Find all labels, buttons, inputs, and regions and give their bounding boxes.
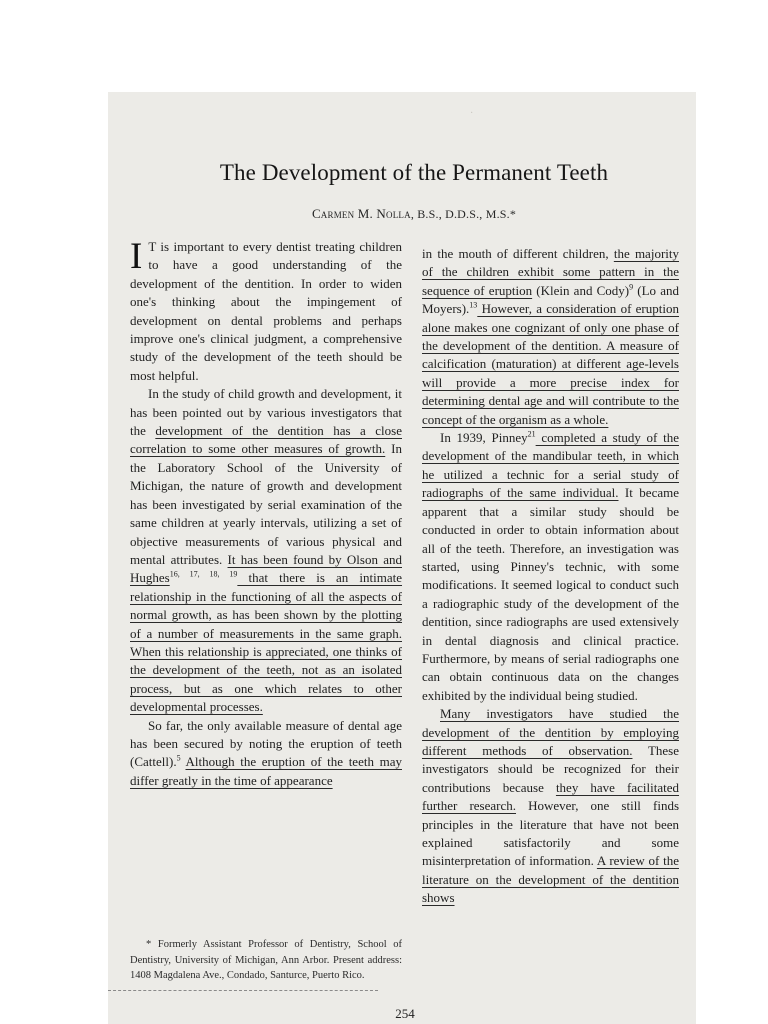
footnote (130, 937, 402, 984)
drop-cap: I (130, 236, 143, 277)
reference-marker: 21 (527, 429, 536, 439)
underlined-text: completed a study of the development of the mandibular teeth, in which he utilized a technic for a serial study of radiographs of the same individual. (422, 430, 679, 501)
reference-marker: 9 (629, 282, 634, 292)
paragraph-text: (Lo and Moyers). (422, 282, 679, 317)
underlined-text: It has been found by Olson and Hughes (130, 551, 402, 586)
paragraph-text: in the mouth of different children, (422, 246, 614, 261)
paragraph-text: In the Laboratory School of the University of Michigan, the nature of growth and development has been investigated by serial examination of the same children at yearly intervals, utilizing a set of objective measurements of various physical and mental attributes. (130, 441, 402, 567)
paragraph-text: (Klein and Cody) (532, 282, 630, 298)
paragraph-text: It became apparent that a similar study should be conducted in order to obtain information about all of the teeth. Therefore, an investigation was started, using Pinney's technic, with some modifications. It seemed logical to conduct such a radiographic study of the development of the dentition, since radiographs are used extensively in dental diagnosis and clinical practice. Furthermore, by means of serial radiographs one can obtain continuous data on the changes exhibited by the individual being studied. (422, 485, 679, 703)
left-column (130, 238, 402, 790)
author-degrees: , B.S., D.D.S., M.S.* (410, 207, 517, 221)
paragraph-pinney (422, 429, 679, 705)
underlined-text: development of the dentition has a close correlation to some other measures of growth. (130, 423, 402, 457)
paragraph-text: So far, the only available measure of dental age has been secured by noting the eruption of teeth (Cattell). (130, 717, 402, 770)
reference-marker: 13 (469, 300, 478, 310)
scan-mark-line (108, 990, 378, 991)
underlined-text: the majority of the children exhibit some pattern in the sequence of eruption (422, 246, 679, 298)
page-number: 254 (395, 1006, 415, 1021)
underlined-text: Many investigators have studied the development of the dentition by employing different methods of observation. (422, 706, 679, 758)
underlined-text: Although the eruption of the teeth may differ greatly in the time of appearance (130, 754, 402, 788)
underlined-text: they have facilitated further research. (422, 779, 680, 814)
paragraph-text: In the study of child growth and development, it has been pointed out by various investigators that the (130, 386, 402, 439)
paragraph-text: In 1939, Pinney (440, 430, 528, 446)
reference-marker: 5 (176, 754, 181, 764)
underlined-text: However, a consideration of eruption alone makes one cognizant of only one phase of the development of the dentition. A measure of calcification (maturation) at different age-levels will provide a more precise index for determining dental age and will contribute to the concept of the organism as a whole. (422, 301, 679, 427)
paragraph-eruption (422, 245, 679, 429)
paragraph-intro (130, 238, 402, 385)
underlined-text: that there is an intimate relationship in the functioning of all the aspects of normal growth, as has been shown by the plotting of a number of measurements in the same graph. When this relationship is appreciated, one thinks of the development of the teeth, not as an isolated process, but as one which relates to other developmental processes. (130, 570, 403, 715)
reference-marker: 16, 17, 18, 19 (169, 569, 238, 579)
paragraph-text: However, one still finds principles in the literature that have not been explained satisfactorily and some misinterpretation of information. (422, 798, 680, 869)
paragraph-growth (130, 385, 402, 716)
footnote-text: * Formerly Assistant Professor of Dentistry, School of Dentistry, University of Michigan, Ann Arbor. Present address: 1408 Magdalena Ave., Condado, Santurce, Puerto Rico. (130, 939, 402, 981)
bleed-through-text: · (470, 108, 474, 119)
author-line (0, 206, 768, 222)
author-name: Carmen M. Nolla (311, 206, 411, 221)
article-title: The Development of the Permanent Teeth (219, 160, 609, 185)
underlined-text: A review of the literature on the development of the dentition shows (422, 853, 679, 906)
paragraph-text: These investigators should be recognized for their contributions because (422, 742, 679, 795)
paragraph-dental-age (130, 717, 402, 791)
paragraph-investigators (422, 705, 679, 907)
right-column (422, 245, 679, 908)
paragraph-text: T is important to every dentist treating children to have a good understanding of the development of the dentition. In order to widen one's thinking about the impingement of development on dental problems and perhaps improve one's clinical judgment, a comprehensive study of the development of the teeth should be most helpful. (130, 239, 402, 383)
